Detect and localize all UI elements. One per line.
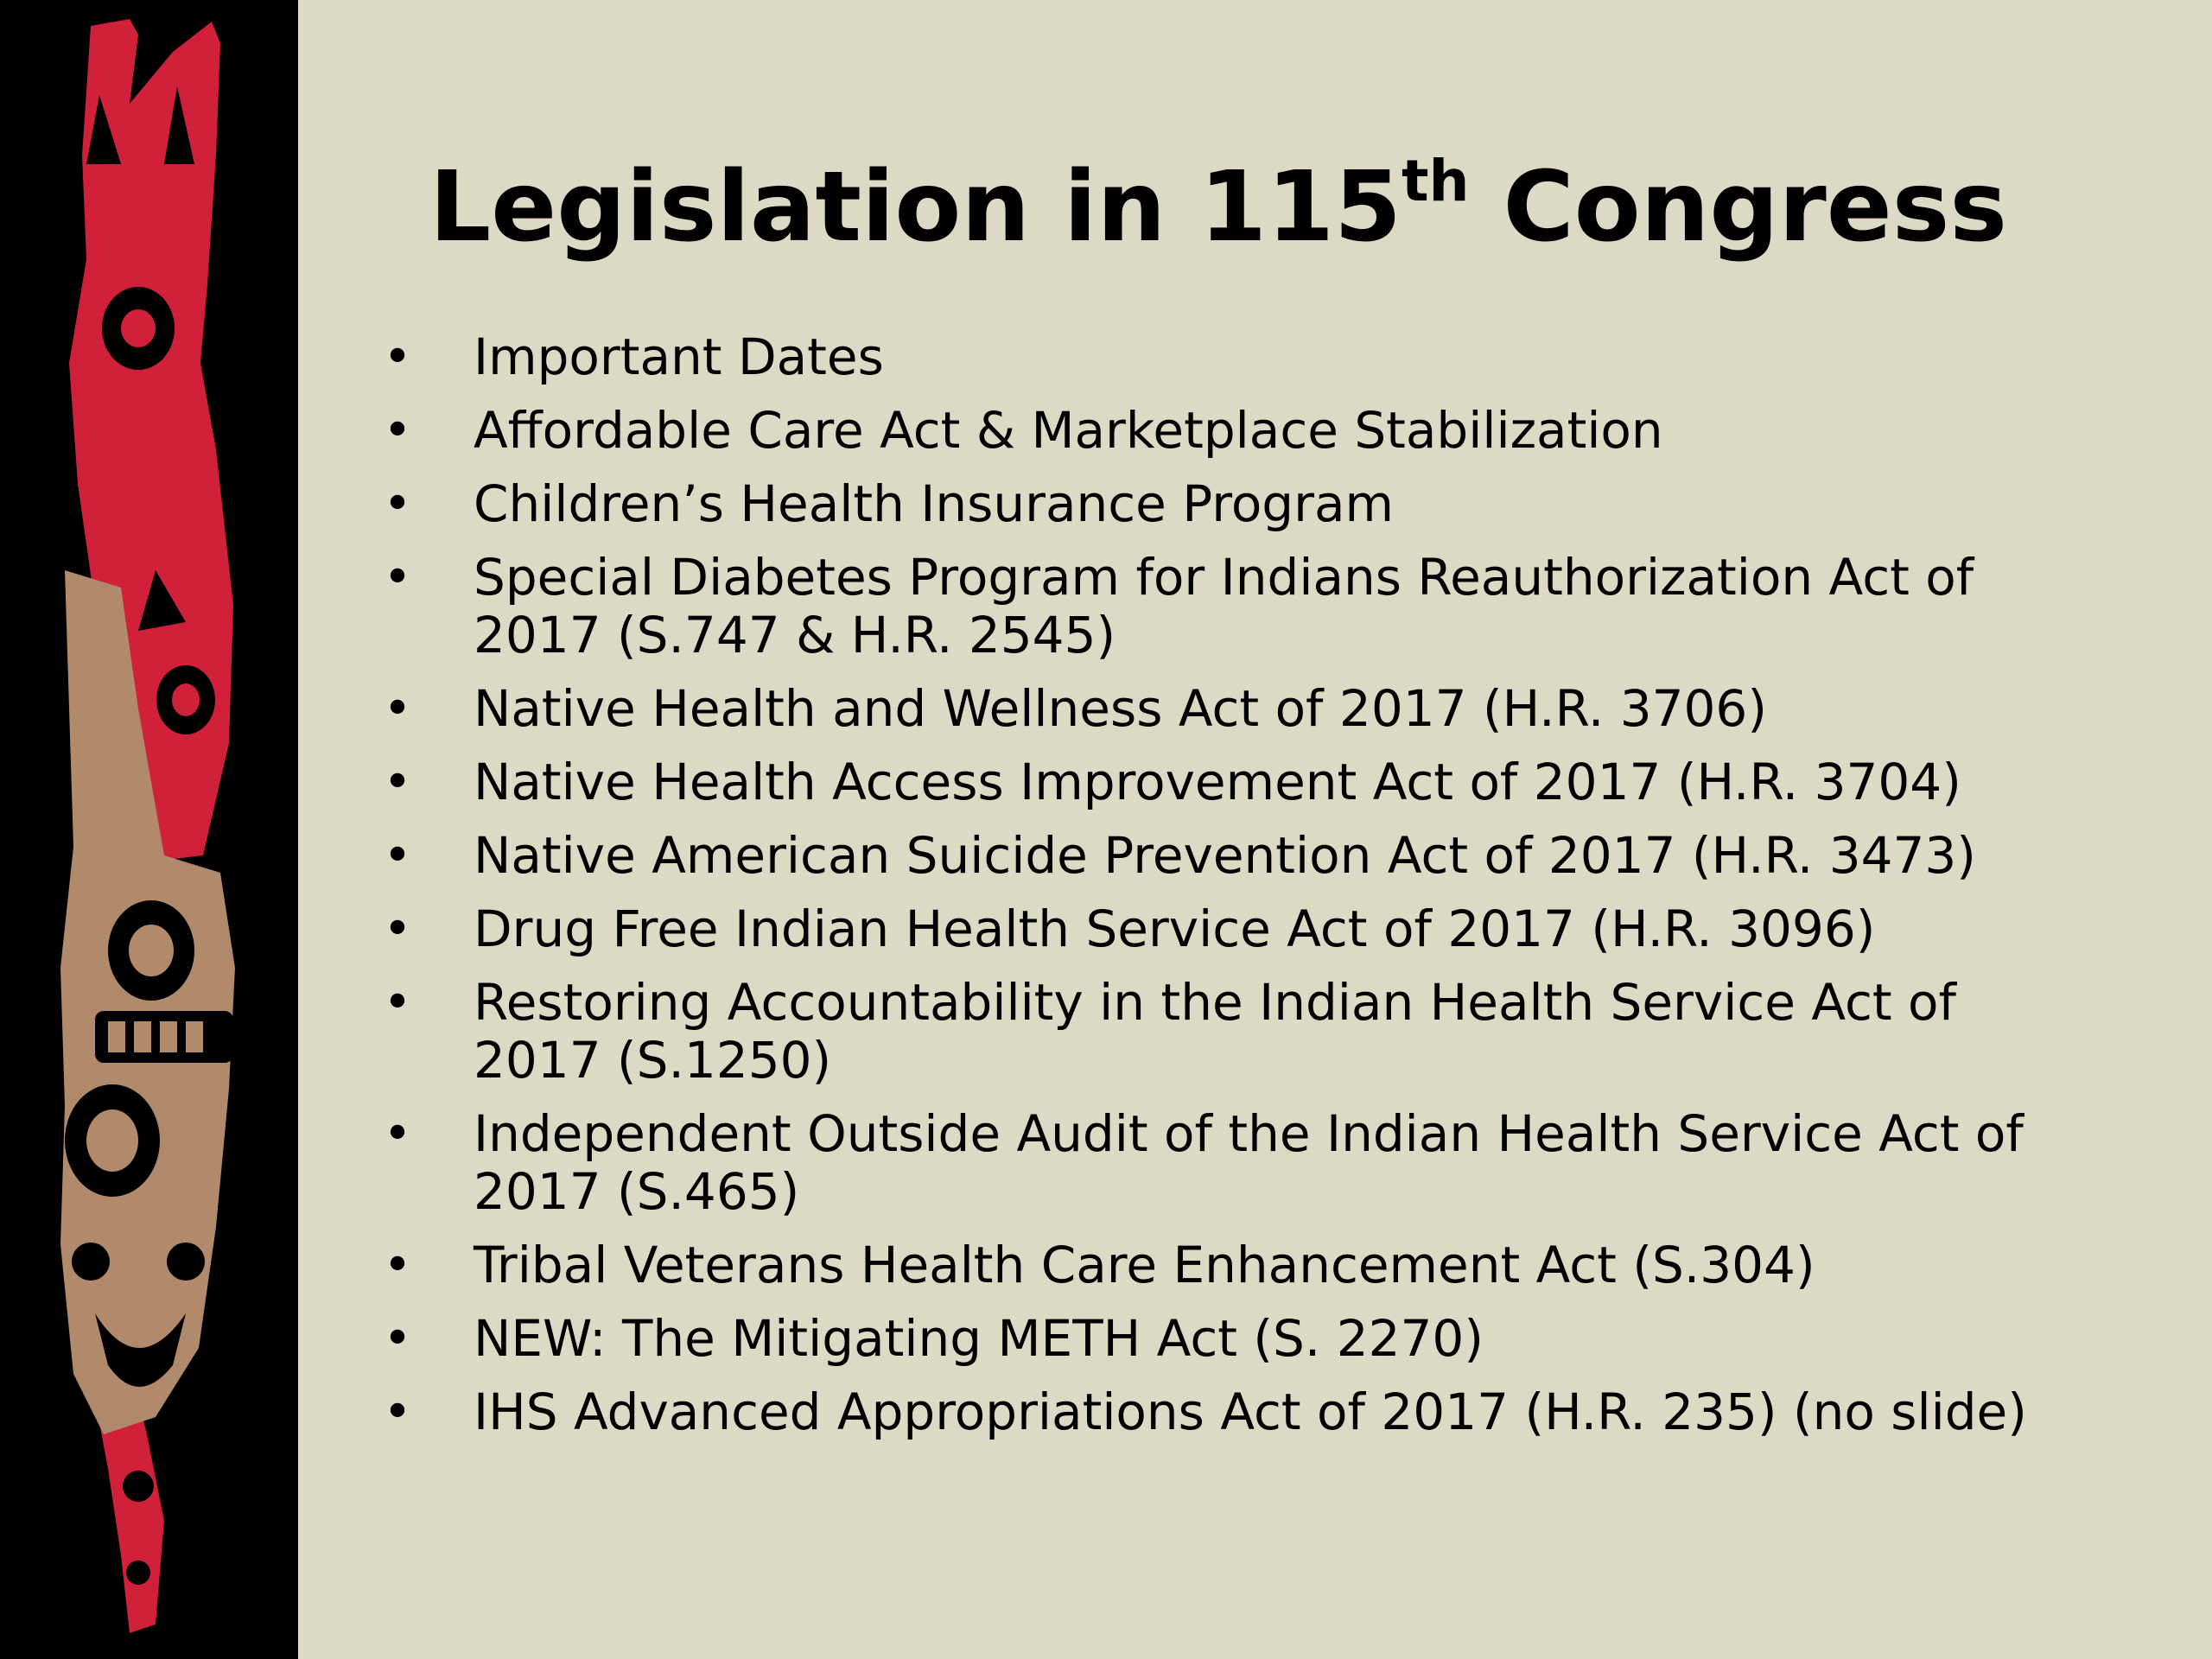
bullet-icon: • <box>383 901 412 957</box>
list-item-text: Children’s Health Insurance Program <box>474 474 1395 533</box>
list-item-text: Important Dates <box>474 327 884 386</box>
list-item-text: Native Health and Wellness Act of 2017 (H.R. 3706) <box>474 679 1767 738</box>
title-main-text: Legislation in 115 <box>429 151 1402 264</box>
list-item <box>380 827 2065 885</box>
list-item <box>380 1383 2065 1441</box>
list-item <box>380 549 2065 664</box>
list-item-text: IHS Advanced Appropriations Act of 2017 (H.R. 235) (no slide) <box>474 1382 2027 1441</box>
bullet-list <box>380 328 2065 1457</box>
totem-art-icon <box>0 0 298 1659</box>
bullet-icon: • <box>383 403 412 459</box>
list-item <box>380 475 2065 533</box>
list-item-text: Independent Outside Audit of the Indian Health Service Act of 2017 (S.465) <box>474 1104 2024 1221</box>
list-item-text: Native Health Access Improvement Act of 2017 (H.R. 3704) <box>474 753 1961 811</box>
list-item-text: Drug Free Indian Health Service Act of 2017 (H.R. 3096) <box>474 899 1876 958</box>
bullet-icon: • <box>383 754 412 810</box>
bullet-icon: • <box>383 1384 412 1440</box>
bullet-icon: • <box>383 681 412 737</box>
list-item <box>380 900 2065 958</box>
list-item-text: NEW: The Mitigating METH Act (S. 2270) <box>474 1309 1484 1368</box>
bullet-icon: • <box>383 329 412 385</box>
list-item <box>380 974 2065 1090</box>
bullet-icon: • <box>383 1311 412 1367</box>
list-item-text: Tribal Veterans Health Care Enhancement Act (S.304) <box>474 1236 1815 1294</box>
list-item <box>380 1105 2065 1221</box>
list-item <box>380 753 2065 811</box>
side-art-panel <box>0 0 298 1659</box>
list-item-text: Restoring Accountability in the Indian Health Service Act of 2017 (S.1250) <box>474 973 1956 1090</box>
title-superscript: th <box>1401 147 1470 214</box>
bullet-icon: • <box>383 1237 412 1294</box>
list-item-text: Native American Suicide Prevention Act of 2017 (H.R. 3473) <box>474 826 1976 885</box>
bullet-icon: • <box>383 828 412 884</box>
list-item <box>380 1310 2065 1368</box>
list-item-text: Affordable Care Act & Marketplace Stabilization <box>474 401 1663 460</box>
list-item <box>380 402 2065 460</box>
slide-title <box>298 143 2139 272</box>
list-item <box>380 680 2065 738</box>
list-item <box>380 1236 2065 1294</box>
bullet-icon: • <box>383 550 412 606</box>
list-item-text: Special Diabetes Program for Indians Reauthorization Act of 2017 (S.747 & H.R. 2545) <box>474 548 1974 664</box>
bullet-icon: • <box>383 975 412 1031</box>
bullet-icon: • <box>383 1106 412 1162</box>
list-item <box>380 328 2065 386</box>
bullet-icon: • <box>383 476 412 532</box>
title-end-text: Congress <box>1469 151 2008 264</box>
